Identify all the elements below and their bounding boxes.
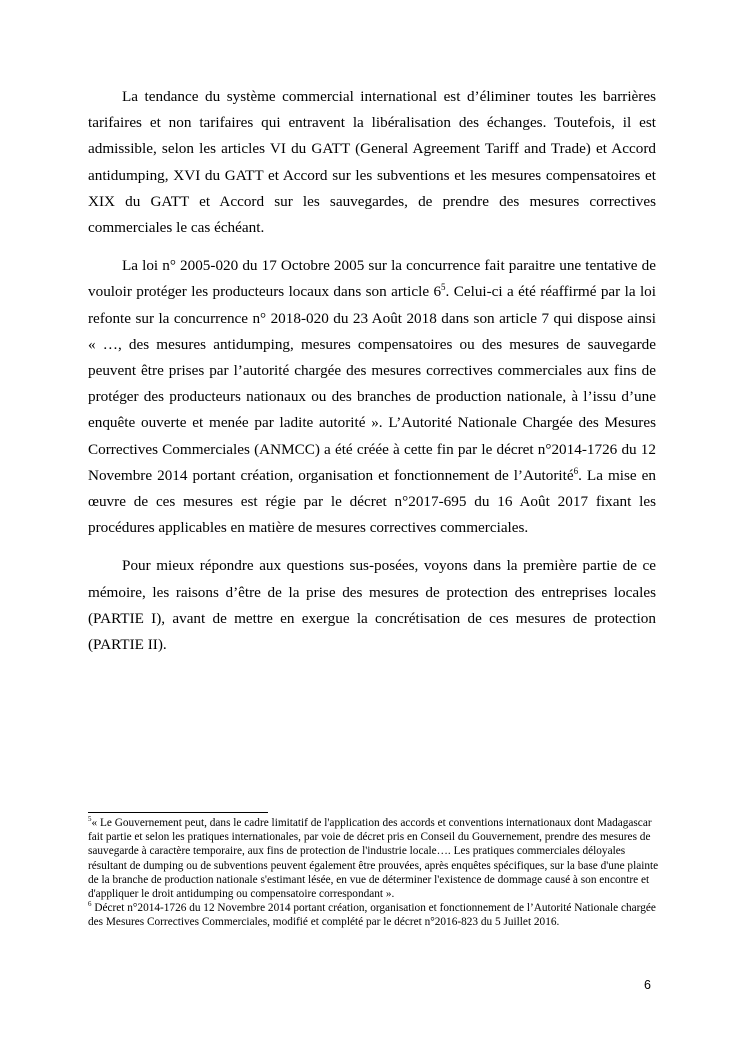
footnote-separator (88, 812, 268, 813)
paragraph-2-text-a: La loi n° 2005-020 du 17 Octobre 2005 sur la concurrence fait paraitre une tentative de vouloir protéger les producteurs locaux dans son article 6 (88, 257, 656, 301)
main-text (88, 84, 656, 670)
footnote-6 (88, 901, 660, 929)
footnote-ref-6[interactable]: 6 (573, 465, 579, 476)
footnote-ref-5[interactable]: 5 (441, 282, 446, 293)
page-number: 6 (644, 978, 651, 992)
paragraph-2 (88, 253, 656, 541)
footnote-5 (88, 816, 660, 901)
footnote-6-mark: 6 (88, 900, 92, 909)
paragraph-2-text-b: . Celui-ci a été réaffirmé par la loi refonte sur la concurrence n° 2018-020 du 23 Août 2018 dans son article 7 qui dispose ainsi « …, des mesures antidumping, mesures compensatoires ou des mesures de sauvegarde peuvent être prises par l’autorité chargée des mesures correctives commerciales aux fins de protéger des producteurs nationaux ou des branches de production nationale, à l’issu d’une enquête ouverte et menée par ladite autorité ». L’Autorité Nationale Chargée des Mesures Correctives Commerciales (ANMCC) a été créée à cette fin par le décret n°2014-1726 du 12 Novembre 2014 portant création, organisation et fonctionnement de l’Autorité (88, 283, 656, 484)
footnote-5-text: « Le Gouvernement peut, dans le cadre limitatif de l'application des accords et conventions internationaux dont Madagascar fait partie et selon les pratiques internationales, par voie de décret pris en Conseil du Gouvernement, prendre des mesures de sauvegarde à caractère temporaire, aux fins de protection de l'industrie locale…. Les pratiques commerciales déloyales résultant de dumping ou de subventions peuvent également être prouvées, après enquêtes spécifiques, sur la base d'une plainte de la branche de production nationale s'estimant lésée, en vue de déterminer l'existence de dommage causé à son encontre et d'appliquer le droit antidumping ou compensatoire correspondant ». (88, 817, 659, 901)
footnotes (88, 816, 660, 930)
paragraph-3-text: Pour mieux répondre aux questions sus-posées, voyons dans la première partie de ce mémoire, les raisons d’être de la prise des mesures de protection des entreprises locales (PARTIE I), avant de mettre en exergue la concrétisation de ces mesures de protection (PARTIE II). (88, 557, 656, 654)
paragraph-3 (88, 553, 656, 658)
footnote-6-text: Décret n°2014-1726 du 12 Novembre 2014 portant création, organisation et fonctionnement de l’Autorité Nationale chargée des Mesures Correctives Commerciales, modifié et complété par le décret n°2016-823 du 5 Juillet 2016. (88, 902, 656, 929)
paragraph-1 (88, 84, 656, 241)
footnote-5-mark: 5 (88, 815, 92, 824)
paragraph-1-text: La tendance du système commercial international est d’éliminer toutes les barrières tarifaires et non tarifaires qui entravent la libéralisation des échanges. Toutefois, il est admissible, selon les articles VI du GATT (General Agreement Tariff and Trade) et Accord antidumping, XVI du GATT et Accord sur les subventions et les mesures compensatoires et XIX du GATT et Accord sur les sauvegardes, de prendre des mesures correctives commerciales le cas échéant. (88, 88, 656, 237)
paragraph-2-text-c: . La mise en œuvre de ces mesures est régie par le décret n°2017-695 du 16 Août 2017 fixant les procédures applicables en matière de mesures correctives commerciales. (88, 466, 656, 537)
